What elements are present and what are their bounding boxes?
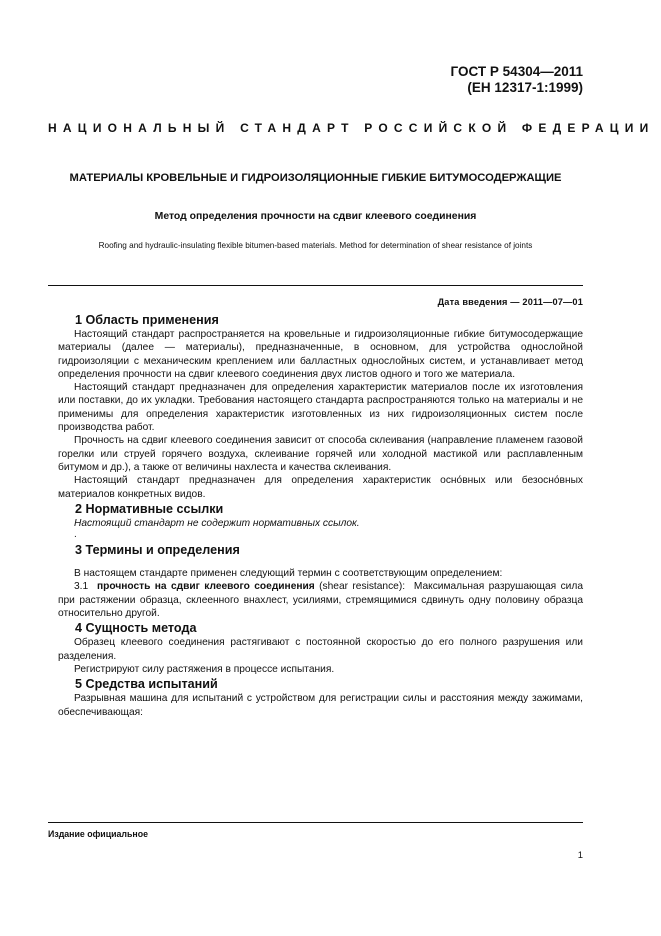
section-1-paragraph: Прочность на сдвиг клеевого соединения зависит от способа склеивания (направление пламенем газовой горелки или струей горячего воздуха, склеивание горячей или холодной мастикой или расплавленным битумом и др.), а также от величины нахлеста и качества склеивания. [58, 435, 583, 473]
section-4-paragraph: Образец клеевого соединения растягивают с постоянной скоростью до его полного разрушения или разделения. [58, 637, 583, 662]
section-2-paragraph: Настоящий стандарт не содержит нормативных ссылок. [74, 517, 360, 529]
section-1-title: 1 Область применения [75, 313, 219, 327]
section-1-paragraph: Настоящий стандарт предназначен для определения характеристик материалов после их изготовления или поставки, до их укладки. Требования настоящего стандарта распространяются только на материалы и не применимы для определения характеристик изготовленных из них гидроизоляционных систем после производства работ. [58, 382, 583, 434]
term-definition [58, 580, 583, 620]
section-4-title: 4 Сущность метода [75, 621, 197, 636]
term-number: 3.1 [74, 581, 89, 593]
footer-divider [48, 822, 583, 823]
section-3-title: 3 Термины и определения [75, 543, 240, 558]
stray-mark: . [74, 529, 77, 541]
header-divider [48, 285, 583, 286]
section-2-title: 2 Нормативные ссылки [75, 501, 224, 516]
section-5-paragraph: Разрывная машина для испытаний с устройством для регистрации силы и расстояния между зажимами, обеспечивающая: [58, 693, 583, 718]
en-number: (ЕН 12317-1:1999) [467, 80, 583, 95]
term-english: (shear resistance): [319, 581, 406, 593]
publication-note: Издание официальное [48, 829, 148, 839]
page-number: 1 [577, 850, 583, 861]
section-3-paragraph: В настоящем стандарте применен следующий термин с соответствующим определением: [74, 568, 503, 580]
term-name: прочность на сдвиг клеевого соединения [96, 581, 315, 593]
document-title: МАТЕРИАЛЫ КРОВЕЛЬНЫЕ И ГИДРОИЗОЛЯЦИОННЫЕ ГИБКИЕ БИТУМОСОДЕРЖАЩИЕ [69, 172, 562, 184]
english-title: Roofing and hydraulic-insulating flexible bitumen-based materials. Method for determination of shear resistance of joints [98, 241, 533, 250]
document-body [58, 312, 583, 719]
document-number-block [451, 64, 583, 96]
introduction-date: Дата введения — 2011—07—01 [437, 297, 583, 307]
document-subtitle: Метод определения прочности на сдвиг клеевого соединения [154, 211, 477, 222]
gost-number: ГОСТ Р 54304—2011 [450, 64, 583, 79]
term-definition-text: Максимальная разрушающая сила при растяжении образца, склеенного внахлест, усилиями, стремящимися сдвинуть одну половину образца относительно другой. [58, 581, 583, 620]
section-5-title: 5 Средства испытаний [75, 677, 218, 692]
section-4-paragraph: Регистрируют силу растяжения в процессе испытания. [74, 663, 335, 675]
section-1-paragraph: Настоящий стандарт предназначен для определения характеристик осно́вных или безосно́вных материалов конкретных видов. [58, 475, 583, 500]
section-1-paragraph: Настоящий стандарт распространяется на кровельные и гидроизоляционные гибкие битумосодержащие материалы (далее — материалы), предназначенные, в основном, для устройства однослойной гидроизоляции с механическим креплением или балластных однослойных систем, и устанавливает метод определения прочности на сдвиг клеевого соединения двух листов одного и того же материала. [58, 329, 583, 380]
national-standard-heading: НАЦИОНАЛЬНЫЙ СТАНДАРТ РОССИЙСКОЙ ФЕДЕРАЦИИ [48, 121, 655, 135]
